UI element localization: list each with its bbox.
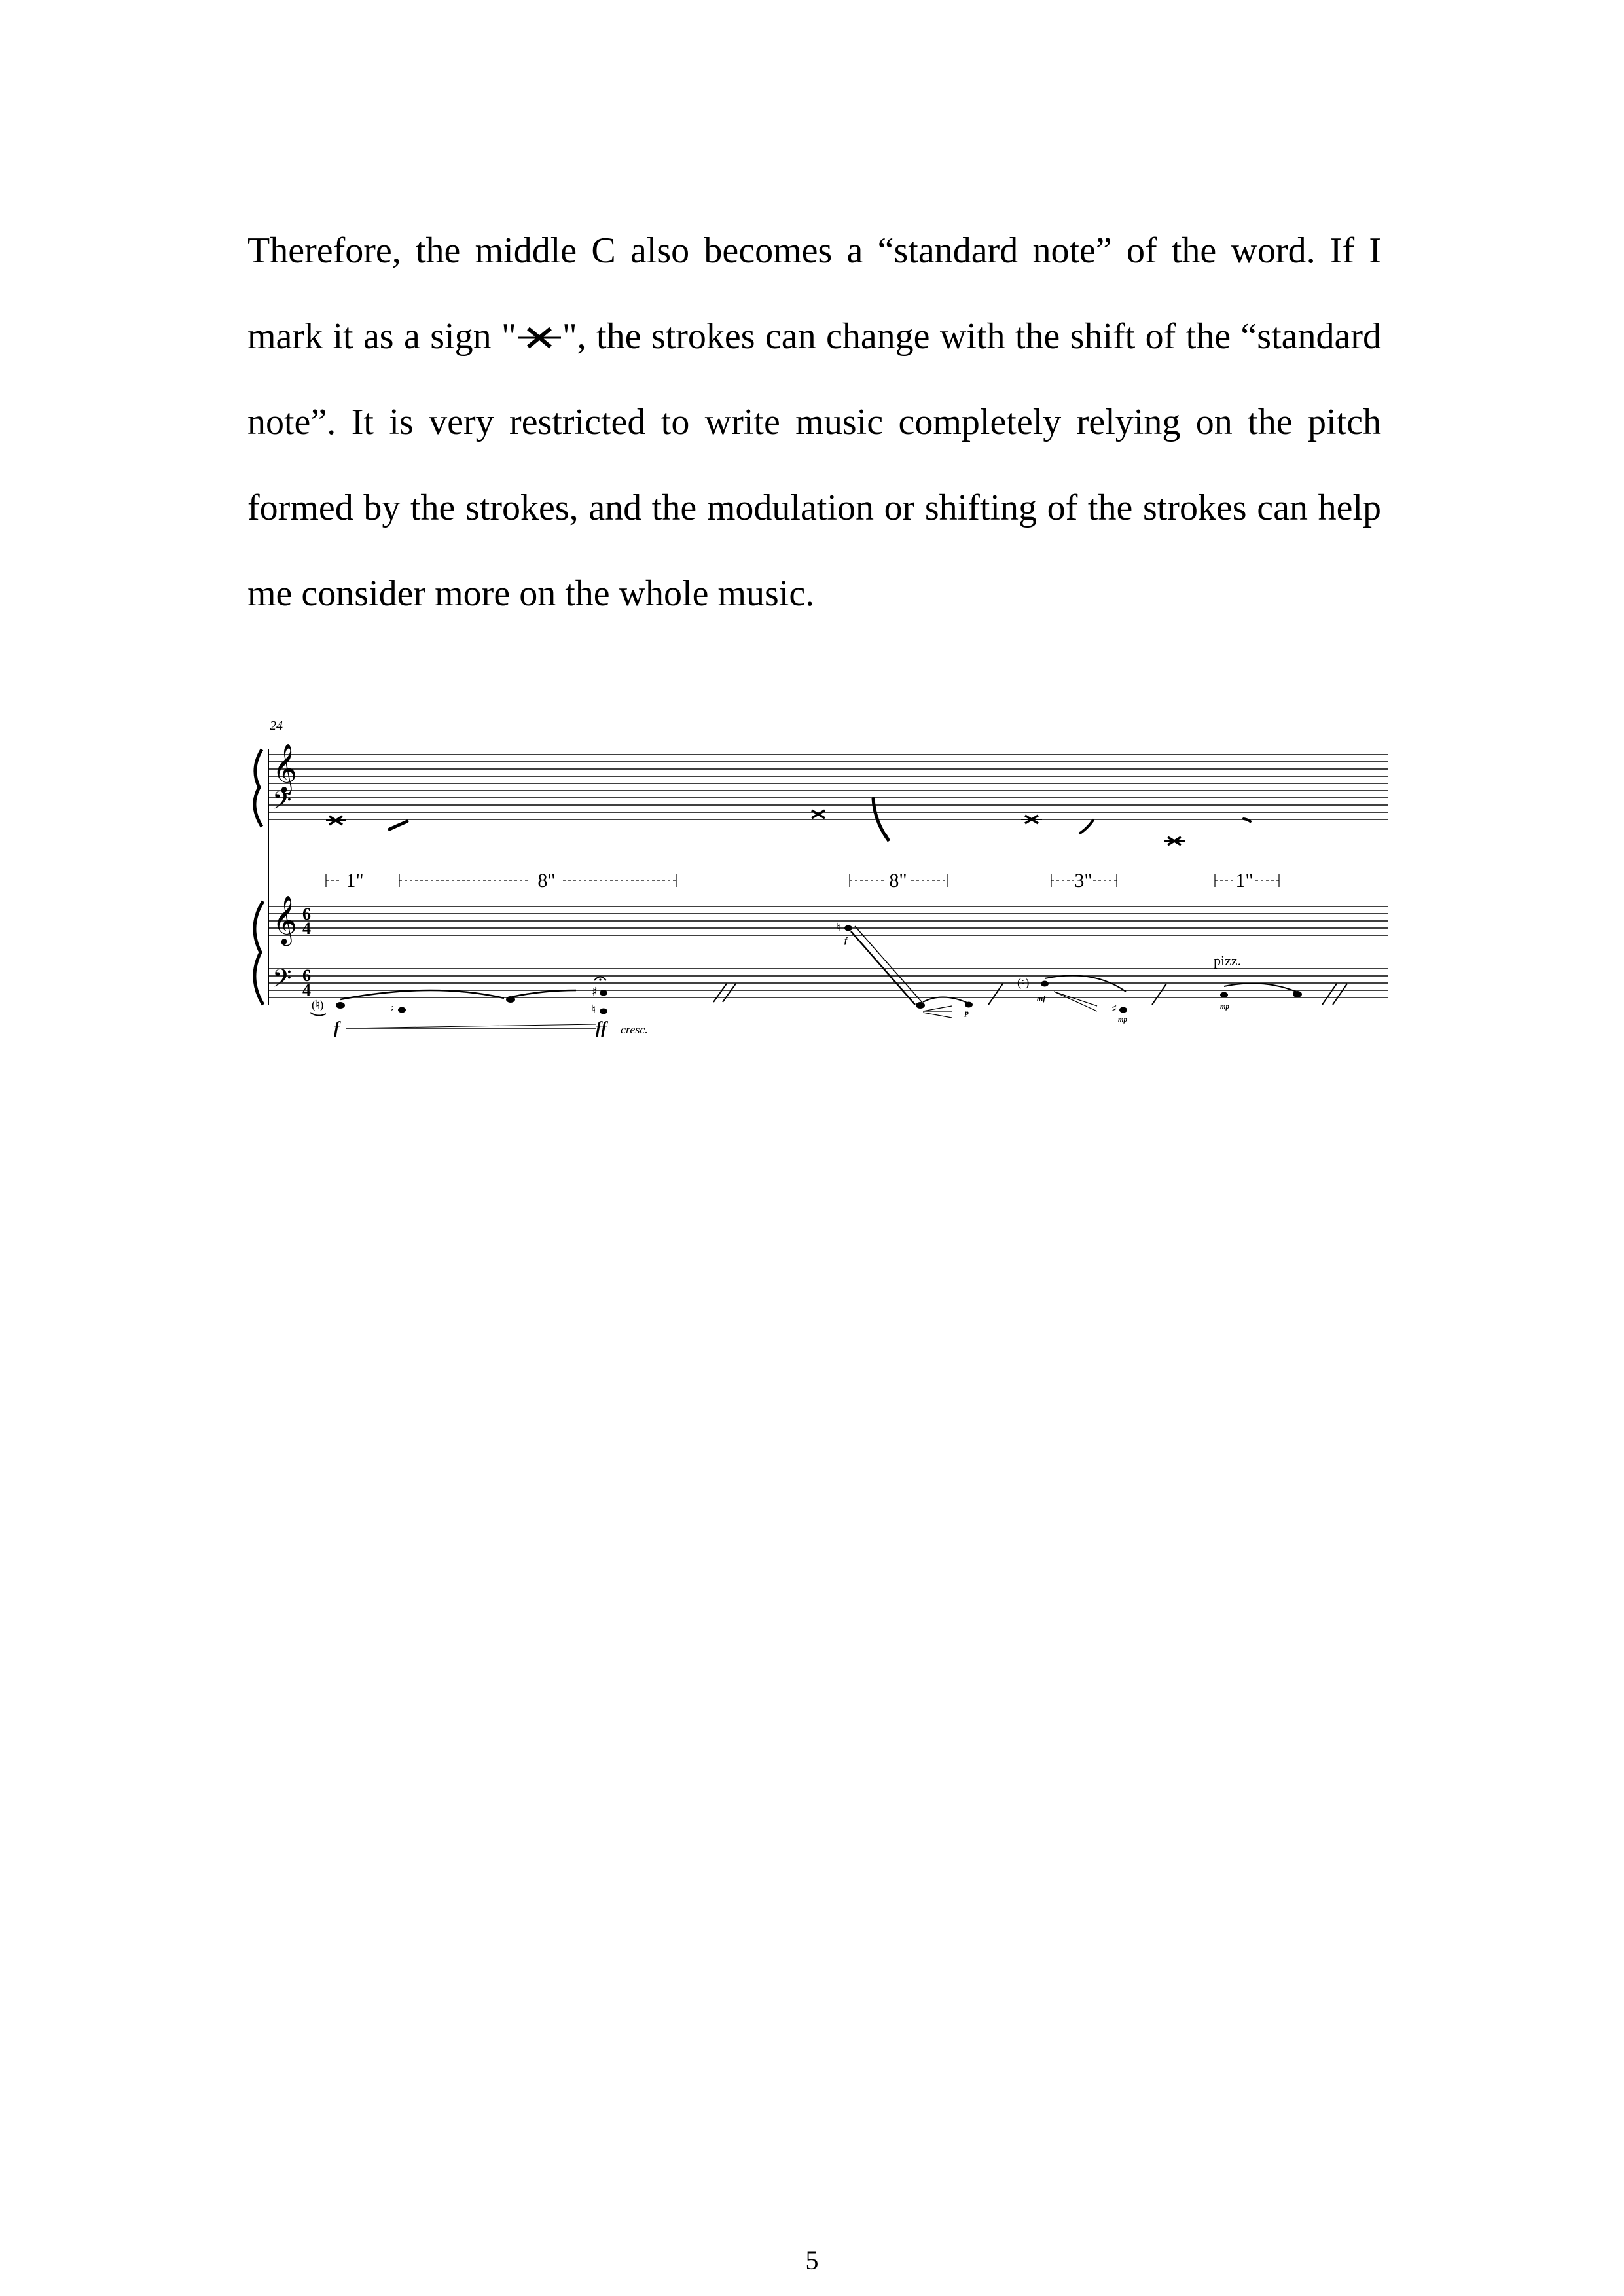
slur (512, 990, 576, 997)
natural-accidental-icon: ♮ (837, 921, 841, 935)
section-break-slashes (1322, 984, 1347, 1005)
upper-treble-staff (268, 755, 1388, 783)
cresc-marking: cresc. (621, 1023, 648, 1036)
page-number: 5 (805, 2246, 819, 2275)
time-signature-bottom: 4 (302, 980, 311, 999)
notehead (1220, 992, 1228, 998)
duration-label: 8" (537, 870, 556, 891)
glissando-line (851, 931, 915, 1005)
measure-number: 24 (270, 719, 283, 733)
brush-stroke (389, 821, 407, 829)
notehead (1119, 1007, 1127, 1013)
crescendo-hairpin (1054, 992, 1097, 1011)
natural-accidental-icon: ♮ (390, 1002, 395, 1016)
dynamic-mezzoforte: mf (1037, 994, 1046, 1003)
body-text-part-2: ", the strokes can change with the shift of the “standard note”. It is very restricted to write music completely relying on the pitch formed by the strokes, and the modulation or shifting of the strokes can help me consider more on the whole music. (247, 316, 1381, 614)
duration-label: 8" (889, 870, 907, 891)
notehead (1293, 991, 1302, 997)
fermata-dot (599, 978, 601, 980)
x-notehead (326, 816, 346, 825)
slur (340, 990, 504, 999)
notehead (398, 1007, 406, 1013)
music-score-excerpt (242, 717, 1401, 1057)
x-notehead-sign-icon (516, 325, 562, 351)
section-break-slashes (988, 984, 1003, 1005)
upper-bass-staff (268, 791, 1388, 819)
sharp-accidental-icon: ♯ (1111, 1002, 1117, 1016)
sharp-accidental-icon: ♯ (592, 985, 598, 999)
dynamic-forte: f (334, 1018, 340, 1037)
notehead (600, 990, 607, 996)
dynamic-fortissimo: ff (596, 1018, 607, 1037)
treble-clef-icon: 𝄞 (272, 896, 297, 944)
dynamic-forte-small: f (844, 935, 848, 945)
notehead (916, 1002, 925, 1009)
notehead (600, 1009, 607, 1014)
pizzicato-marking: pizz. (1214, 952, 1242, 969)
bass-clef-icon: 𝄢 (272, 963, 292, 999)
bass-clef-icon: 𝄢 (272, 785, 292, 821)
dynamic-mezzopiano: mp (1118, 1016, 1128, 1024)
crescendo-line (346, 1024, 596, 1028)
time-signature-top: 6 (302, 905, 311, 924)
glissando-line (855, 926, 923, 1003)
duration-brackets (326, 874, 1279, 887)
dynamic-piano: p (965, 1008, 969, 1017)
body-text-part-1: Therefore, the middle C also becomes a “standard note” of the word. If I mark it as a sign " (247, 230, 1381, 357)
dynamic-mezzopiano: mp (1220, 1003, 1230, 1011)
duration-label: 1" (346, 870, 364, 891)
notehead (965, 1002, 973, 1008)
brush-stroke (1080, 820, 1093, 833)
natural-accidental-icon: ♮ (592, 1003, 596, 1016)
lower-system-brace (255, 901, 263, 1005)
decrescendo-hairpin (923, 1006, 952, 1018)
treble-clef-icon: 𝄞 (272, 744, 297, 793)
x-notehead (1021, 816, 1042, 823)
section-break-slashes (1152, 984, 1166, 1005)
slur (923, 997, 969, 1003)
lower-treble-staff (268, 906, 1388, 935)
notehead (844, 925, 852, 931)
section-break-slashes (713, 984, 736, 1002)
duration-label: 1" (1235, 870, 1254, 891)
lower-bass-staff (268, 969, 1388, 997)
natural-accidental: (♮) (1017, 976, 1030, 989)
duration-label: 3" (1074, 870, 1092, 891)
notehead (336, 1002, 345, 1009)
tie-arc (310, 1013, 326, 1016)
body-paragraph (247, 208, 1381, 637)
time-signature-top: 6 (302, 966, 311, 985)
time-signature-bottom: 4 (302, 919, 311, 938)
natural-accidental: (♮) (312, 998, 324, 1011)
x-notehead (1164, 837, 1185, 845)
x-notehead (812, 810, 825, 818)
upper-system-brace (255, 749, 262, 827)
notehead (1041, 981, 1049, 987)
